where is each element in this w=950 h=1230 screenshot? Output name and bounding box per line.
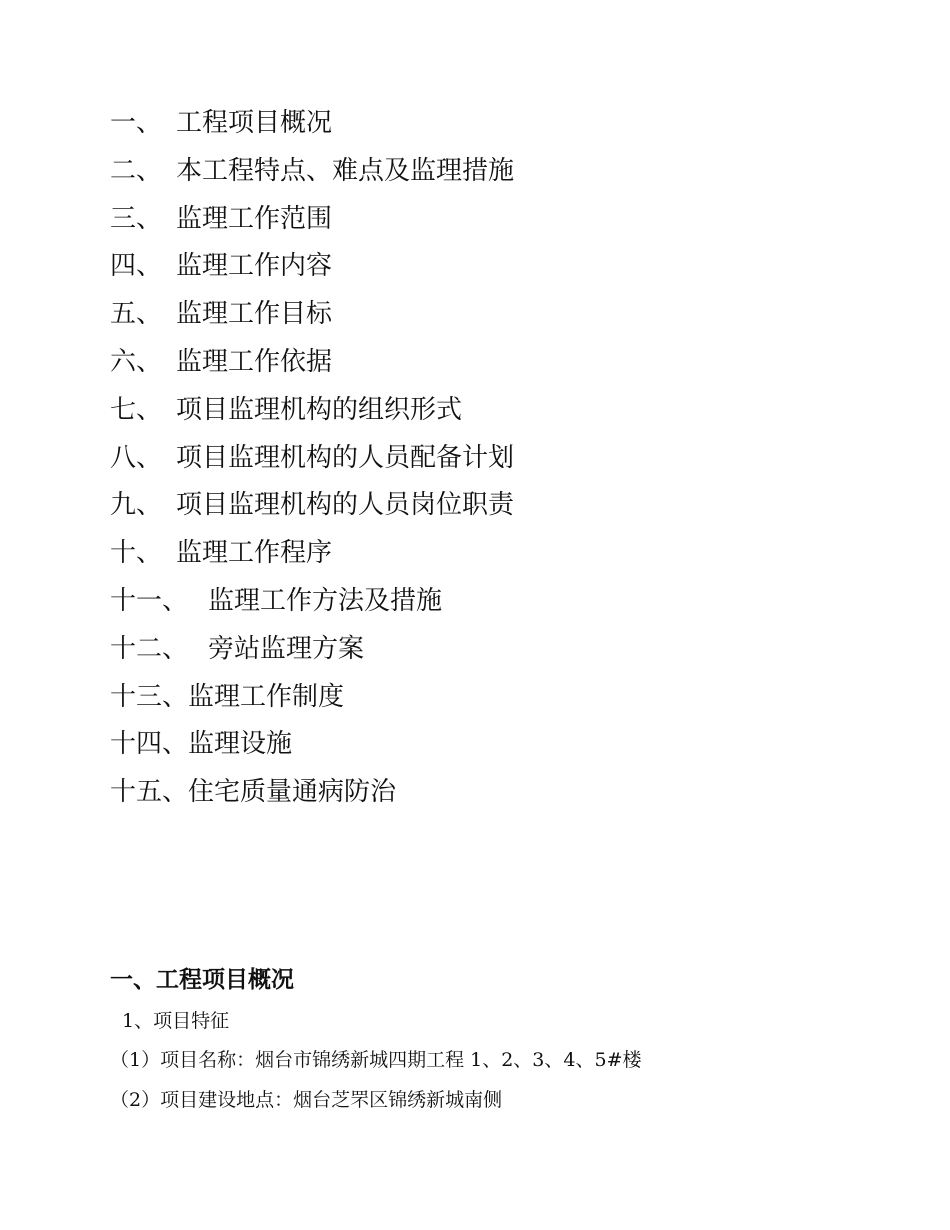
toc-item-6	[110, 339, 890, 387]
toc-item-number: 十五、	[110, 777, 189, 808]
toc-item-title: 监理工作目标	[176, 299, 333, 330]
toc-item-number: 四、	[110, 251, 163, 282]
toc-item-5	[110, 291, 890, 339]
toc-item-title: 工程项目概况	[176, 108, 333, 138]
toc-item-number: 三、	[110, 203, 163, 234]
toc-item-title: 监理工作范围	[176, 203, 333, 234]
toc-item-title: 项目监理机构的人员配备计划	[176, 442, 515, 473]
toc-item-title: 监理工作依据	[176, 346, 333, 377]
toc-item-13	[110, 674, 890, 722]
toc-item-2	[110, 148, 890, 196]
toc-item-title: 监理工作制度	[188, 681, 345, 712]
toc-item-4	[110, 243, 890, 291]
toc-item-title: 本工程特点、难点及监理措施	[176, 155, 515, 186]
toc-item-number: 十三、	[110, 681, 189, 712]
toc-item-8	[110, 435, 890, 483]
toc-item-14	[110, 721, 890, 769]
toc-item-1	[110, 100, 890, 148]
toc-item-number: 十一、	[110, 585, 189, 616]
toc-item-number: 一、	[110, 108, 163, 138]
toc-item-title: 项目监理机构的组织形式	[176, 394, 463, 425]
toc-item-12	[110, 626, 890, 674]
toc-item-9	[110, 482, 890, 530]
table-of-contents	[110, 100, 890, 817]
toc-item-number: 六、	[110, 346, 163, 377]
toc-item-7	[110, 387, 890, 435]
toc-item-number: 十、	[110, 538, 163, 569]
section-heading: 一、工程项目概况	[110, 967, 294, 993]
section-project-overview	[110, 958, 890, 1120]
toc-item-number: 八、	[110, 442, 163, 473]
toc-item-number: 十四、	[110, 729, 189, 760]
toc-item-title: 监理工作方法及措施	[208, 585, 443, 616]
toc-item-title: 住宅质量通病防治	[188, 777, 397, 808]
sub-heading: 1、项目特征	[122, 1010, 230, 1032]
toc-item-title: 项目监理机构的人员岗位职责	[176, 490, 515, 521]
toc-item-15	[110, 769, 890, 817]
paragraph-project-name: （1）项目名称：烟台市锦绣新城四期工程 1、2、3、4、5#楼	[110, 1049, 642, 1071]
toc-item-title: 监理设施	[188, 729, 293, 760]
paragraph-project-location: （2）项目建设地点：烟台芝罘区锦绣新城南侧	[110, 1089, 503, 1111]
toc-item-10	[110, 530, 890, 578]
toc-item-title: 旁站监理方案	[208, 633, 365, 664]
toc-item-number: 二、	[110, 155, 163, 186]
toc-item-number: 十二、	[110, 633, 189, 664]
toc-item-title: 监理工作程序	[176, 538, 333, 569]
toc-item-number: 九、	[110, 490, 163, 521]
toc-item-title: 监理工作内容	[176, 251, 333, 282]
toc-item-number: 七、	[110, 394, 163, 425]
toc-item-11	[110, 578, 890, 626]
toc-item-3	[110, 196, 890, 244]
toc-item-number: 五、	[110, 299, 163, 330]
